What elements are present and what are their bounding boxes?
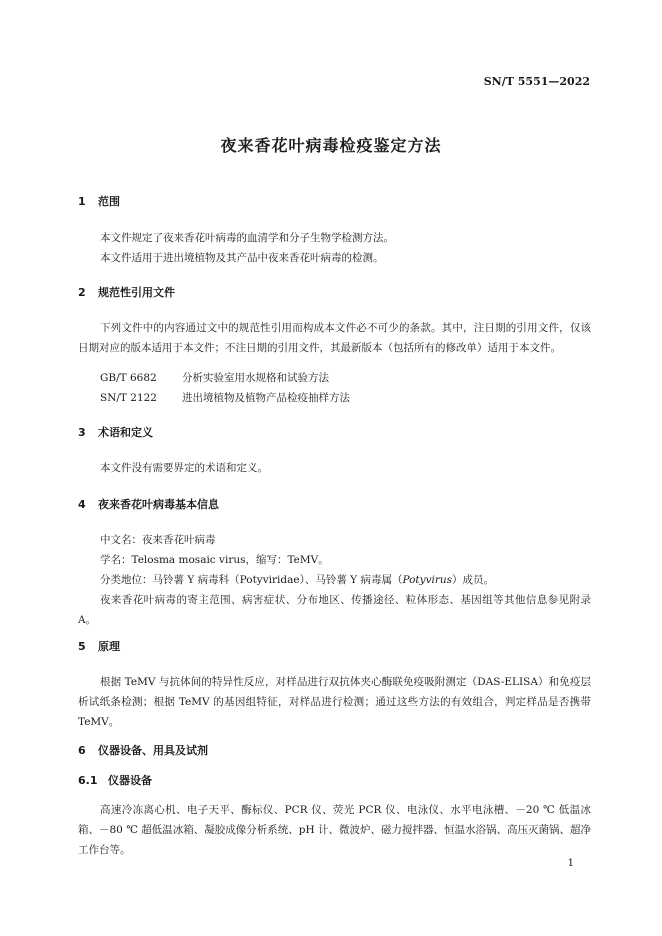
- reference-code: GB/T 6682: [100, 372, 157, 384]
- paragraph: 本文件适用于进出境植物及其产品中夜来香花叶病毒的检测。: [100, 252, 384, 264]
- section-number: 2: [78, 286, 86, 299]
- paragraph: 本文件规定了夜来香花叶病毒的血清学和分子生物学检测方法。: [100, 232, 394, 244]
- chinese-name-line: 中文名：夜来香花叶病毒: [100, 534, 216, 546]
- standard-number: SN/T 5551—2022: [483, 75, 590, 88]
- reference-code: SN/T 2122: [100, 392, 157, 404]
- reference-title: 进出境植物及植物产品检疫抽样方法: [182, 392, 350, 404]
- section-title: 规范性引用文件: [98, 286, 175, 299]
- paragraph: 本文件没有需要界定的术语和定义。: [100, 462, 268, 474]
- reference-item: [100, 368, 329, 388]
- section-2-heading: [78, 284, 175, 300]
- paragraph-virus-info: 夜来香花叶病毒的寄主范围、病害症状、分布地区、传播途径、粒体形态、基因组等其他信息参见附录 A。: [78, 594, 591, 626]
- paragraph-equipment: 高速冷冻离心机、电子天平、酶标仪、PCR 仪、荧光 PCR 仪、电泳仪、水平电泳槽、－20 ℃ 低温冰箱、－80 ℃ 超低温冰箱、凝胶成像分析系统、pH 计、微波炉、磁力搅拌器、恒温水浴锅、高压灭菌锅、超净工作台等。: [78, 804, 591, 856]
- section-title: 原理: [98, 640, 120, 653]
- genus-name: Potyvirus: [402, 574, 453, 586]
- scientific-name-line: 学名：Telosma mosaic virus，缩写：TeMV。: [100, 554, 329, 566]
- section-4-heading: [78, 496, 219, 512]
- section-number: 1: [78, 195, 86, 208]
- page-number: 1: [567, 858, 574, 869]
- section-3-heading: [78, 424, 153, 440]
- paragraph-references-intro: 下列文件中的内容通过文中的规范性引用而构成本文件必不可少的条款。其中，注日期的引用文件，仅该日期对应的版本适用于本文件；不注日期的引用文件，其最新版本（包括所有的修改单）适用于本文件。: [78, 322, 591, 354]
- subsection-number: 6.1: [78, 774, 98, 787]
- section-5-heading: [78, 638, 120, 654]
- classification-line: 分类地位：马铃薯 Y 病毒科（Potyviridae）、马铃薯 Y 病毒属（Potyvirus）成员。: [100, 574, 495, 586]
- section-title: 仪器设备、用具及试剂: [98, 744, 208, 757]
- section-6-heading: [78, 742, 208, 758]
- section-1-heading: [78, 193, 120, 209]
- section-title: 范围: [98, 195, 120, 208]
- subsection-6-1-heading: [78, 772, 152, 788]
- section-title: 夜来香花叶病毒基本信息: [98, 498, 219, 511]
- section-title: 术语和定义: [98, 426, 153, 439]
- reference-item: [100, 388, 350, 408]
- section-number: 5: [78, 640, 86, 653]
- subsection-title: 仪器设备: [108, 774, 152, 787]
- section-number: 6: [78, 744, 86, 757]
- section-number: 3: [78, 426, 86, 439]
- reference-title: 分析实验室用水规格和试验方法: [182, 372, 329, 384]
- document-title: 夜来香花叶病毒检疫鉴定方法: [220, 136, 442, 155]
- section-number: 4: [78, 498, 86, 511]
- paragraph-principle: 根据 TeMV 与抗体间的特异性反应，对样品进行双抗体夹心酶联免疫吸附测定（DAS-ELISA）和免疫层析试纸条检测；根据 TeMV 的基因组特征，对样品进行检测；通过这些方法的有效组合，判定样品是否携带 TeMV。: [78, 676, 591, 728]
